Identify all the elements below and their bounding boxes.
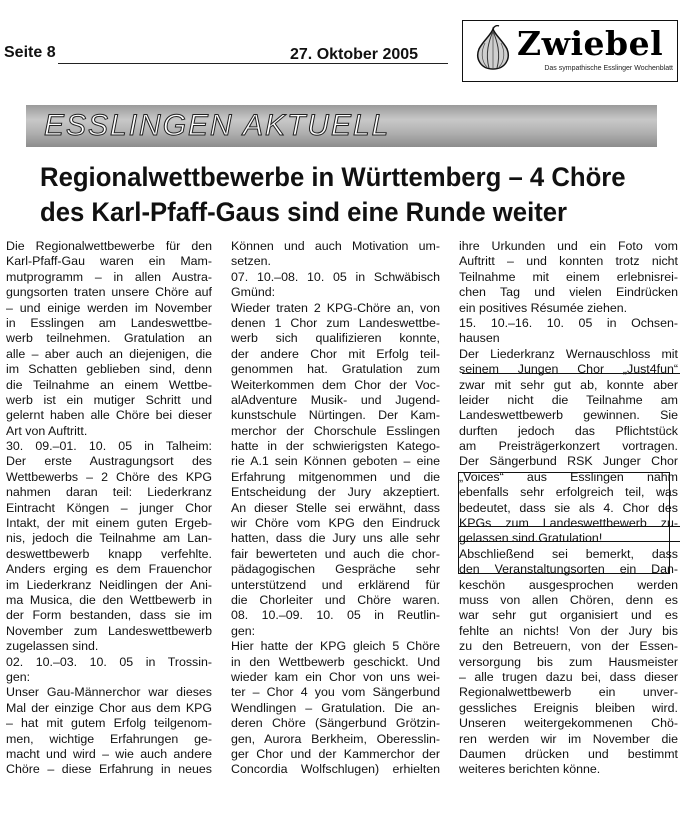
article-text-line: ma Musica, die den Wettbewerb in [6, 592, 212, 607]
article-text-line: wir Chöre vom KPG den Eindruck [231, 516, 440, 531]
article-text-line: rie A.1 sein Können geboten – eine [231, 454, 440, 469]
article-text-line: der Form bestanden, dass sie im [6, 608, 212, 623]
article-text-line: Unseren weitergekommenen Chö- [459, 716, 678, 731]
article-text-line: Landeswettbewerb gewinnen. Sie [459, 408, 678, 423]
article-text-line: ger Chor und der Kammerchor der [231, 746, 440, 761]
article-text-line: die Teilnahme an einem Wettbe- [6, 377, 212, 392]
pen-underline [458, 541, 680, 542]
article-text-line: „Voices“ aus Esslingen nahm [459, 469, 678, 484]
article-text-line: fehlte an nichts! Von der Jury bis [459, 623, 678, 638]
article-text-line: Wettbewerbs – 2 Chöre des KPG [6, 469, 212, 484]
article-text-line: Auftritt – und konnten trotz nicht [459, 254, 678, 269]
article-text-line: gen: [231, 623, 256, 638]
article-text-line: am Preisträgerkonzert vortragen. [459, 439, 678, 454]
article-column-1 [6, 239, 212, 778]
article-text-line: ein positives Résumée ziehen. [459, 300, 628, 315]
article-text-line: weiteres berichten könne. [459, 762, 601, 777]
article-text-line: merchor der Chorschule Esslingen [231, 423, 440, 438]
article-text-line: – und einige werden im November [6, 300, 212, 315]
article-text-line: Der Liederkranz Wernauschloss mit [459, 346, 678, 361]
article-text-line: Art von Auftritt. [6, 423, 88, 438]
article-text-line: unterstützend und erklärend für [231, 577, 440, 592]
article-text-line: hatte in der schwierigsten Katego- [231, 439, 440, 454]
article-text-line: durften jedoch das Pflichtstück [459, 423, 678, 438]
article-text-line: macht und wird – wie auch andere [6, 746, 212, 761]
article-text-line: denen 1 Chor zum Landeswettbe- [231, 315, 440, 330]
article-text-line: Concordia Wolfschlugen) erhielten [231, 762, 440, 777]
article-text-line: Wendlingen – Gratulation. Die an- [231, 700, 440, 715]
article-text-line: pädagogischen Gespräche sehr [231, 562, 440, 577]
header-rule [58, 63, 448, 64]
article-text-line: – hat mit gutem Erfolg teilgenom- [6, 716, 212, 731]
section-title: ESSLINGEN AKTUELL [44, 109, 391, 142]
logo-tagline: Das sympathische Esslinger Wochenblatt [544, 65, 673, 72]
article-text-line: 08. 10.–09. 10. 05 in Reutlin- [231, 608, 440, 623]
article-headline [40, 160, 641, 230]
article-text-line: versorgung bis zum Hausmeister [459, 654, 678, 669]
article-text-line: alAdventure Musik- und Jugend- [231, 392, 440, 407]
article-text-line: in Esslingen am Landeswettbe- [6, 315, 212, 330]
article-text-line: ebenfalls sehr erfolgreich teil, was [459, 485, 678, 500]
article-text-line: keschön ausgesprochen werden [459, 577, 678, 592]
article-text-line: Der erste Austragungsort des [6, 454, 212, 469]
article-text-line: Weiterkommen dem Chor der Voc- [231, 377, 440, 392]
article-text-line: Können und auch Motivation um- [231, 239, 440, 253]
article-text-line: Entscheidung der Jury akzeptiert. [231, 485, 440, 500]
article-text-line: zwar mit sehr gut ab, konnte aber [459, 377, 678, 392]
article-text-line: 07. 10.–08. 10. 05 in Schwäbisch [231, 269, 440, 284]
article-text-line: Abschließend sei bemerkt, dass [459, 546, 678, 561]
article-text-line: nis, jedoch die Teilnahme am Lan- [6, 531, 212, 546]
article-text-line: ihre Urkunden und ein Foto vom [459, 239, 678, 253]
article-text-line: werb ist ein mutiger Schritt und [6, 392, 212, 407]
article-text-line: chen Tag und vielen Eindrücken [459, 285, 678, 300]
article-text-line: November zum Landeswettbewerb [6, 623, 212, 638]
article-text-line: gen: [6, 669, 31, 684]
article-text-line: Teilnahme mit einem erlebnisrei- [459, 269, 678, 284]
article-text-line: KPGs zum Landeswettbewerb zu- [459, 516, 678, 531]
article-text-line: nahmen daran teil: Liederkranz [6, 485, 212, 500]
article-text-line: seinem Jungen Chor „Just4fun“ [459, 362, 678, 377]
article-text-line: der andere Chor mit Erfolg teil- [231, 346, 440, 361]
article-text-line: mutprogramm – in allen Austra- [6, 269, 212, 284]
onion-icon [471, 25, 515, 73]
article-text-line: Erfahrung mitgenommen und die [231, 469, 440, 484]
article-text-line: Daumen drücken und bestimmt [459, 746, 678, 761]
article-text-line: deswettbewerb knapp verfehlte. [6, 546, 212, 561]
article-text-line: gelassen sind.Gratulation! [459, 531, 603, 546]
article-text-line: die Chorleiter und Chöre waren. [231, 592, 440, 607]
article-text-line: gungsorten traten unsere Chöre auf [6, 285, 212, 300]
article-text-line: 30. 09.–01. 10. 05 in Talheim: [6, 439, 212, 454]
article-text-line: Karl-Pfaff-Gau waren ein Mam- [6, 254, 212, 269]
article-text-line: alle – aber auch an diejenigen, die [6, 346, 212, 361]
article-text-line: Der Sängerbund RSK Junger Chor [459, 454, 678, 469]
article-text-line: zu den Betreuern, von der Essen- [459, 639, 678, 654]
article-text-line: kunstschule Nürtingen. Der Kam- [231, 408, 440, 423]
article-text-line: Regionalwettbewerb ein unver- [459, 685, 678, 700]
article-text-line: Chöre – diese Erfahrung in neues [6, 762, 212, 777]
article-text-line: hatten, dass die Jury uns alle sehr [231, 531, 440, 546]
article-text-line: hausen [459, 331, 500, 346]
article-text-line: Hier hatte der KPG gleich 5 Chöre [231, 639, 440, 654]
headline-line: des Karl-Pfaff-Gaus sind eine Runde weiter [40, 197, 568, 227]
article-text-line: werb teilnehmen. Gratulation an [6, 331, 212, 346]
article-text-line: Mal der einzige Chor aus dem KPG [6, 700, 212, 715]
article-text-line: 02. 10.–03. 10. 05 in Trossin- [6, 654, 212, 669]
article-text-line: men, wichtige Erfahrungen ge- [6, 731, 212, 746]
article-text-line: gelernt haben alle Chöre bei dieser [6, 408, 212, 423]
article-text-line: Die Regionalwettbewerbe für den [6, 239, 212, 253]
page-number: Seite 8 [4, 44, 56, 61]
article-text-line: Intakt, der mit einem guten Ergeb- [6, 516, 212, 531]
article-text-line: im Liederkranz Neidlingen der Ani- [6, 577, 212, 592]
headline-line: Regionalwettbewerbe in Württemberg – 4 Chöre [40, 162, 626, 192]
article-text-line: bedeutet, dass sie als 4. Chor des [459, 500, 678, 515]
article-text-line: wieder kam ein Chor von uns wei- [231, 669, 440, 684]
article-text-line: Anders erging es dem Frauenchor [6, 562, 212, 577]
issue-date: 27. Oktober 2005 [290, 46, 419, 63]
article-text-line: gessliches Ereignis bleiben wird. [459, 700, 678, 715]
pen-underline [458, 526, 680, 527]
article-text-line: Eintracht Köngen – junger Chor [6, 500, 212, 515]
article-text-line: 15. 10.–16. 10. 05 in Ochsen- [459, 315, 678, 330]
article-text-line: Wieder traten 2 KPG-Chöre an, von [231, 300, 440, 315]
pen-underline [462, 373, 680, 374]
article-text-line: – alle trugen dazu bei, dass dieser [459, 669, 678, 684]
article-text-line: muss von allen Chören, denn es [459, 592, 678, 607]
article-text-line: An dieser Stelle sei erwähnt, dass [231, 500, 440, 515]
article-text-line: war sehr gut organisiert und es [459, 608, 678, 623]
article-text-line: in den Wettbewerb geschickt. Und [231, 654, 440, 669]
zwiebel-logo [462, 20, 678, 82]
article-text-line: genommen hat. Gratulation zum [231, 362, 440, 377]
article-column-3 [459, 239, 678, 778]
article-text-line: leider nicht die Teilnahme am [459, 392, 678, 407]
article-column-2 [231, 239, 440, 778]
article-text-line: werb sich qualifizieren konnte, [231, 331, 440, 346]
article-text-line: den Veranstaltungsorten ein Dan- [459, 562, 678, 577]
article-text-line: Gmünd: [231, 285, 276, 300]
article-text-line: ren werden wir im November die [459, 731, 678, 746]
article-text-line: deren Chöre (Sängerbund Grötzin- [231, 716, 440, 731]
article-text-line: gen, Aurora Berkheim, Oberesslin- [231, 731, 440, 746]
logo-wordmark: Zwiebel [517, 24, 664, 63]
article-text-line: im Schatten geblieben sind, denn [6, 362, 212, 377]
article-text-line: zugelassen sind. [6, 639, 99, 654]
article-text-line: fair bewerteten und auch die chor- [231, 546, 440, 561]
article-text-line: setzen. [231, 254, 271, 269]
article-text-line: ter – Chor 4 you vom Sängerbund [231, 685, 440, 700]
article-text-line: Unser Gau-Männerchor war dieses [6, 685, 212, 700]
